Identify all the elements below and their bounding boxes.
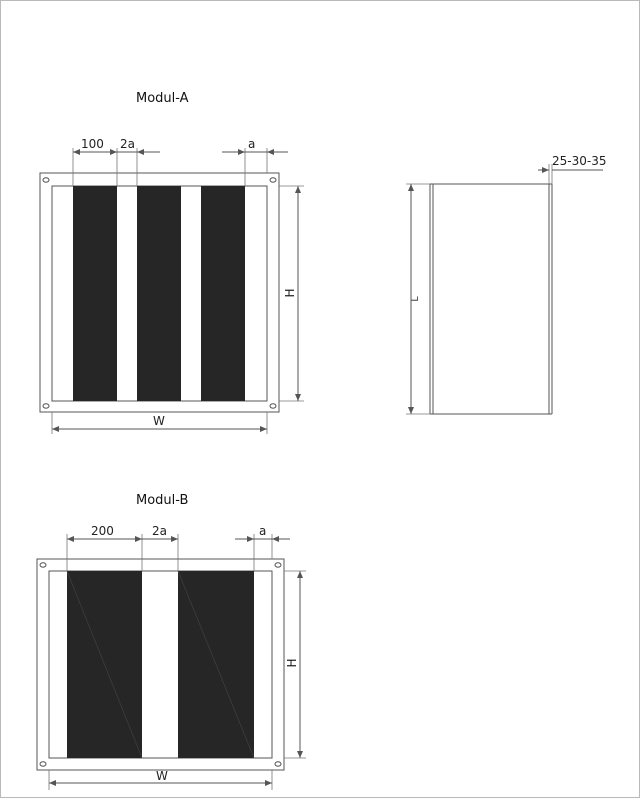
dim-label-h: H	[283, 288, 297, 298]
module-b	[37, 493, 306, 790]
module-a-blade-2	[137, 186, 181, 401]
side-view	[406, 154, 606, 414]
mount-hole-icon	[40, 762, 46, 766]
module-a	[40, 91, 304, 434]
mount-hole-icon	[270, 178, 276, 182]
dim-label-a: a	[259, 524, 267, 538]
dim-label-2a: 2a	[152, 524, 167, 538]
dim-label-200: 200	[91, 524, 114, 538]
mount-hole-icon	[40, 563, 46, 567]
dim-label-2a: 2a	[120, 137, 135, 151]
module-a-title: Modul-A	[136, 91, 189, 106]
module-a-blade-3	[201, 186, 245, 401]
mount-hole-icon	[43, 178, 49, 182]
mount-hole-icon	[43, 404, 49, 408]
dim-label-flange: 25-30-35	[552, 154, 607, 168]
dim-label-l: L	[411, 296, 421, 302]
dim-label-w: W	[156, 769, 168, 783]
dim-label-a: a	[248, 137, 256, 151]
mount-hole-icon	[270, 404, 276, 408]
dim-label-100: 100	[81, 137, 104, 151]
dim-label-h: H	[285, 658, 299, 668]
module-a-blade-1	[73, 186, 117, 401]
mount-hole-icon	[275, 563, 281, 567]
mount-hole-icon	[275, 762, 281, 766]
module-b-title: Modul-B	[136, 493, 189, 508]
dim-label-w: W	[153, 414, 165, 428]
